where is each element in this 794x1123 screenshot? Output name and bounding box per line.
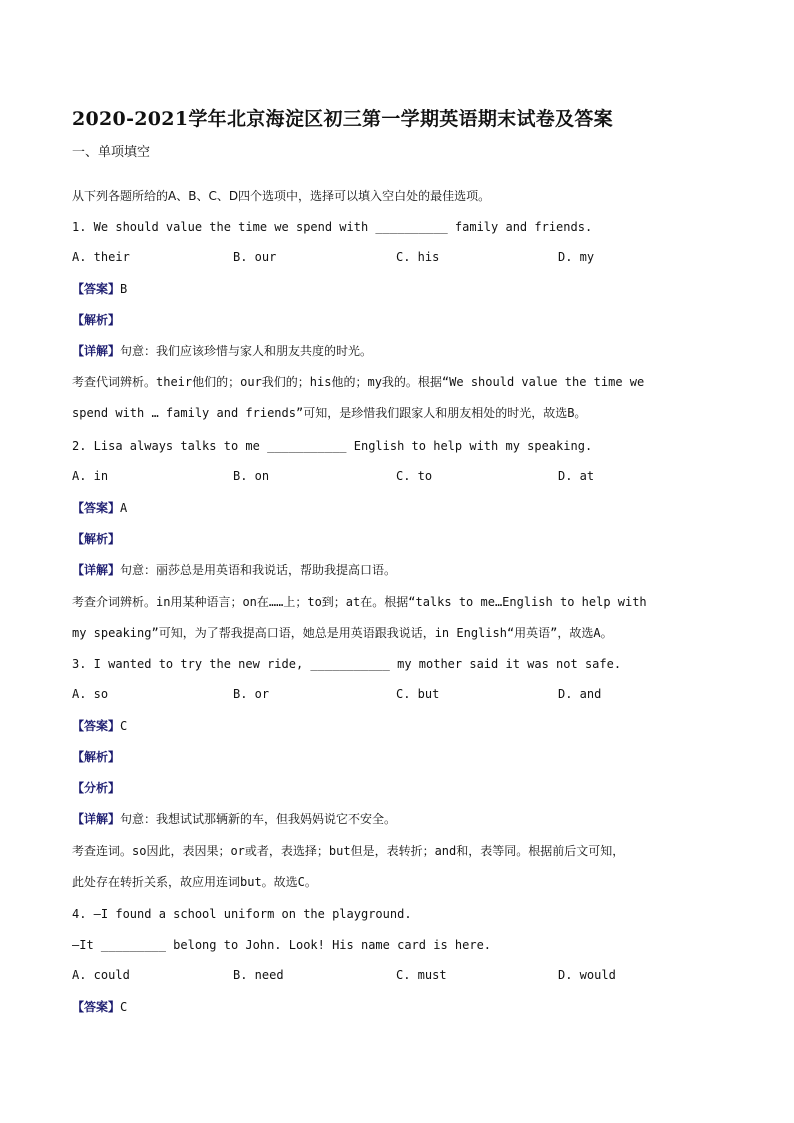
q1-detail <box>72 343 372 359</box>
q4-option-c: C. must <box>396 968 447 982</box>
q3-explanation-line-1: 考查连词。so因此，表因果；or或者，表选择；but但是，表转折；and和，表等同。根据前后文可知， <box>72 844 625 858</box>
q3-answer-value: C <box>120 719 128 733</box>
q1-explanation-line-2: spend with … family and friends”可知，是珍惜我们跟家人和朋友相处的时光，故选B。 <box>72 406 587 420</box>
answer-label: 【答案】 <box>72 501 121 515</box>
answer-label: 【答案】 <box>72 282 121 296</box>
fenxi-label: 【分析】 <box>72 781 121 795</box>
q3-answer <box>72 718 127 734</box>
q2-answer <box>72 500 127 516</box>
q3-option-b: B. or <box>233 687 270 701</box>
q1-option-d: D. my <box>558 250 595 264</box>
q4-option-d: D. would <box>558 968 616 982</box>
q2-option-d: D. at <box>558 469 595 483</box>
q1-analysis-label <box>72 312 120 328</box>
question-2-stem: 2. Lisa always talks to me ___________ English to help with my speaking. <box>72 439 593 453</box>
question-1-stem: 1. We should value the time we spend with __________ family and friends. <box>72 220 593 234</box>
question-3-stem: 3. I wanted to try the new ride, ___________ my mother said it was not safe. <box>72 657 622 671</box>
q3-analysis-label <box>72 749 120 765</box>
q2-option-b: B. on <box>233 469 270 483</box>
q3-option-a: A. so <box>72 687 109 701</box>
q1-answer-value: B <box>120 282 128 296</box>
q3-option-c: C. but <box>396 687 440 701</box>
q2-detail-text: 句意：丽莎总是用英语和我说话，帮助我提高口语。 <box>120 563 397 577</box>
q2-explanation-line-1: 考查介词辨析。in用某种语言；on在……上；to到；at在。根据“talks to me…English to help with <box>72 595 647 609</box>
q4-option-a: A. could <box>72 968 130 982</box>
q1-detail-text: 句意：我们应该珍惜与家人和朋友共度的时光。 <box>120 344 373 358</box>
instruction-text: 从下列各题所给的A、B、C、D四个选项中，选择可以填入空白处的最佳选项。 <box>72 189 491 203</box>
q3-fenxi-label <box>72 780 120 796</box>
q2-option-c: C. to <box>396 469 433 483</box>
q4-option-b: B. need <box>233 968 284 982</box>
q3-detail <box>72 811 396 827</box>
q4-answer <box>72 999 127 1015</box>
q2-detail <box>72 562 396 578</box>
page-title: 2020-2021学年北京海淀区初三第一学期英语期末试卷及答案 <box>72 108 613 130</box>
question-4-stem-line-1: 4. —I found a school uniform on the playground. <box>72 907 412 921</box>
detail-label: 【详解】 <box>72 812 121 826</box>
q3-detail-text: 句意：我想试试那辆新的车，但我妈妈说它不安全。 <box>120 812 397 826</box>
q2-explanation-line-2: my speaking”可知，为了帮我提高口语，她总是用英语跟我说话，in English“用英语”，故选A。 <box>72 626 613 640</box>
q3-option-d: D. and <box>558 687 602 701</box>
section-heading: 一、单项填空 <box>72 145 151 160</box>
q2-answer-value: A <box>120 501 128 515</box>
analysis-label: 【解析】 <box>72 313 121 327</box>
answer-label: 【答案】 <box>72 719 121 733</box>
q1-option-a: A. their <box>72 250 130 264</box>
q1-option-c: C. his <box>396 250 440 264</box>
q1-explanation-line-1: 考查代词辨析。their他们的；our我们的；his他的；my我的。根据“We should value the time we <box>72 375 645 389</box>
analysis-label: 【解析】 <box>72 750 121 764</box>
q1-answer <box>72 281 127 297</box>
q2-analysis-label <box>72 531 120 547</box>
analysis-label: 【解析】 <box>72 532 121 546</box>
q4-answer-value: C <box>120 1000 128 1014</box>
question-4-stem-line-2: —It _________ belong to John. Look! His name card is here. <box>72 938 492 952</box>
q2-option-a: A. in <box>72 469 109 483</box>
detail-label: 【详解】 <box>72 344 121 358</box>
q3-explanation-line-2: 此处存在转折关系，故应用连词but。故选C。 <box>72 875 317 889</box>
detail-label: 【详解】 <box>72 563 121 577</box>
q1-option-b: B. our <box>233 250 277 264</box>
answer-label: 【答案】 <box>72 1000 121 1014</box>
